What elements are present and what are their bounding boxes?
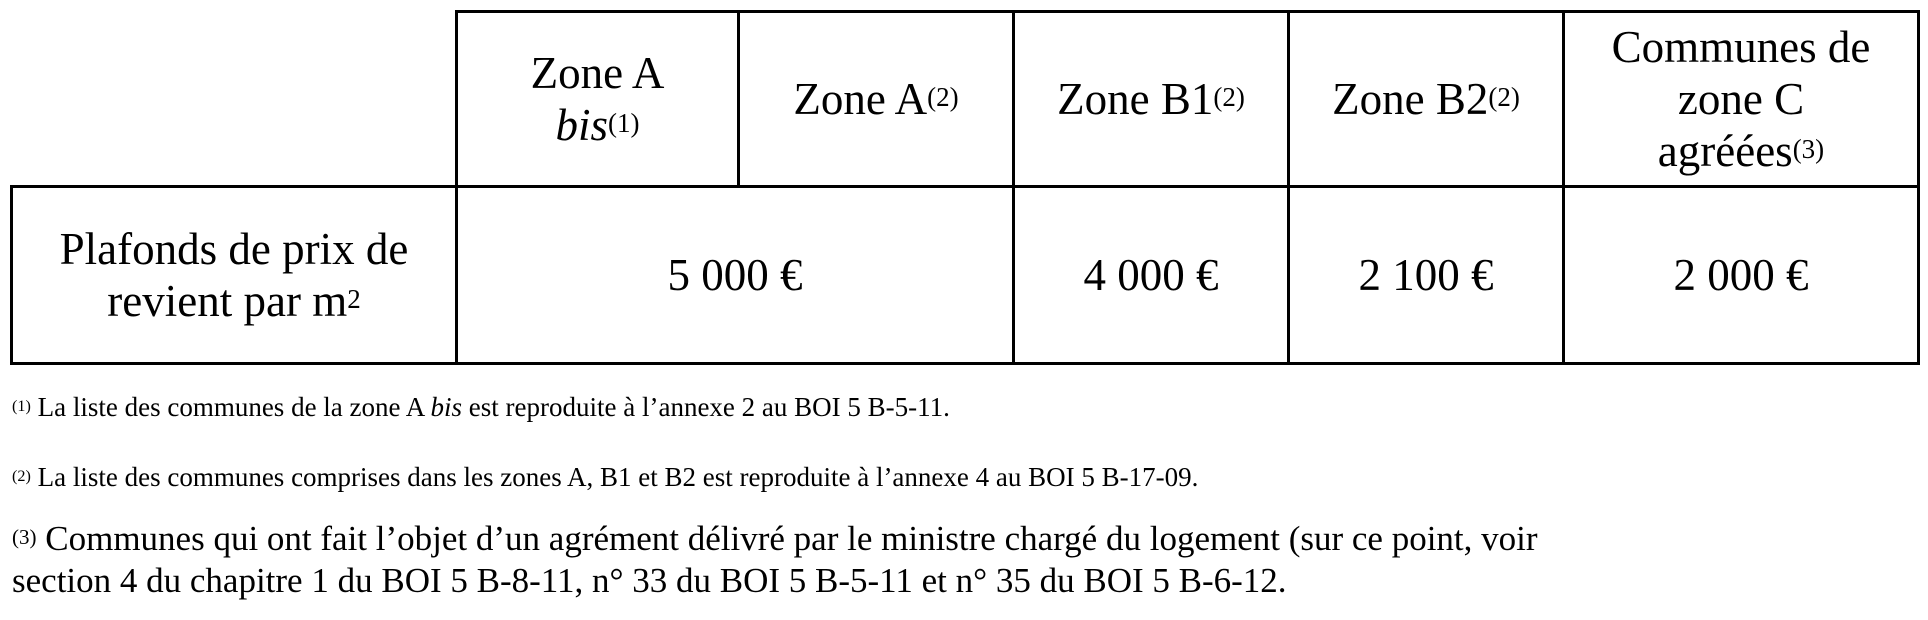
footnote-ref-2: (2) [927,81,959,112]
header-zone-a-bis [458,13,737,185]
footnote-ref-3: (3) [1792,133,1825,164]
footnote-ref-1: (1) [608,107,640,138]
footnote-2-mark: (2) [12,467,31,486]
footnote-1 [12,392,950,423]
row-label-exponent: 2 [347,283,361,314]
footnote-3 [12,518,1538,602]
header-zone-b1 [1015,13,1287,185]
footnote-1-text-pre: La liste des communes de la zone A [30,392,431,422]
value-zone-c: 2 000 € [1673,250,1809,300]
header-zone-a-label: Zone A [793,74,928,124]
header-zone-b2-label: Zone B2 [1332,74,1489,124]
header-zone-c-line3: agréées [1657,126,1793,176]
header-zone-c [1565,13,1917,185]
header-zone-a-bis-italic: bis [555,100,608,150]
footnote-3-mark: (3) [12,524,37,549]
footnote-ref-2: (2) [1213,81,1245,112]
row-label [13,188,455,362]
footnote-1-italic: bis [430,392,463,422]
footnote-2 [12,462,1198,493]
value-zone-b2: 2 100 € [1358,250,1494,300]
row-label-line1: Plafonds de prix de [59,224,409,274]
header-zone-c-line1: Communes de [1611,22,1871,72]
footnote-3-line1: Communes qui ont fait l’objet d’un agrément délivré par le ministre chargé du logement (sur ce point, voir [36,519,1538,558]
header-zone-b2 [1290,13,1562,185]
row-label-line2: revient par m [107,276,348,326]
footnote-1-mark: (1) [12,397,31,416]
table-border-bottom [10,362,1920,365]
header-zone-a [740,13,1012,185]
footnote-3-line2: section 4 du chapitre 1 du BOI 5 B-8-11, n° 33 du BOI 5 B-5-11 et n° 35 du BOI 5 B-6-12. [12,561,1287,600]
header-zone-a-bis-line1: Zone A [530,48,665,98]
header-zone-c-line2: zone C [1677,74,1805,124]
header-zone-b1-label: Zone B1 [1057,74,1214,124]
footnote-ref-2: (2) [1488,81,1520,112]
table-border-right [1917,10,1920,365]
footnote-2-text: La liste des communes comprises dans les zones A, B1 et B2 est reproduite à l’annexe 4 au BOI 5 B-17-09. [30,462,1199,492]
footnote-1-text-post: est reproduite à l’annexe 2 au BOI 5 B-5-11. [462,392,950,422]
value-zone-b1: 4 000 € [1083,250,1219,300]
value-zone-a-merged: 5 000 € [667,250,803,300]
